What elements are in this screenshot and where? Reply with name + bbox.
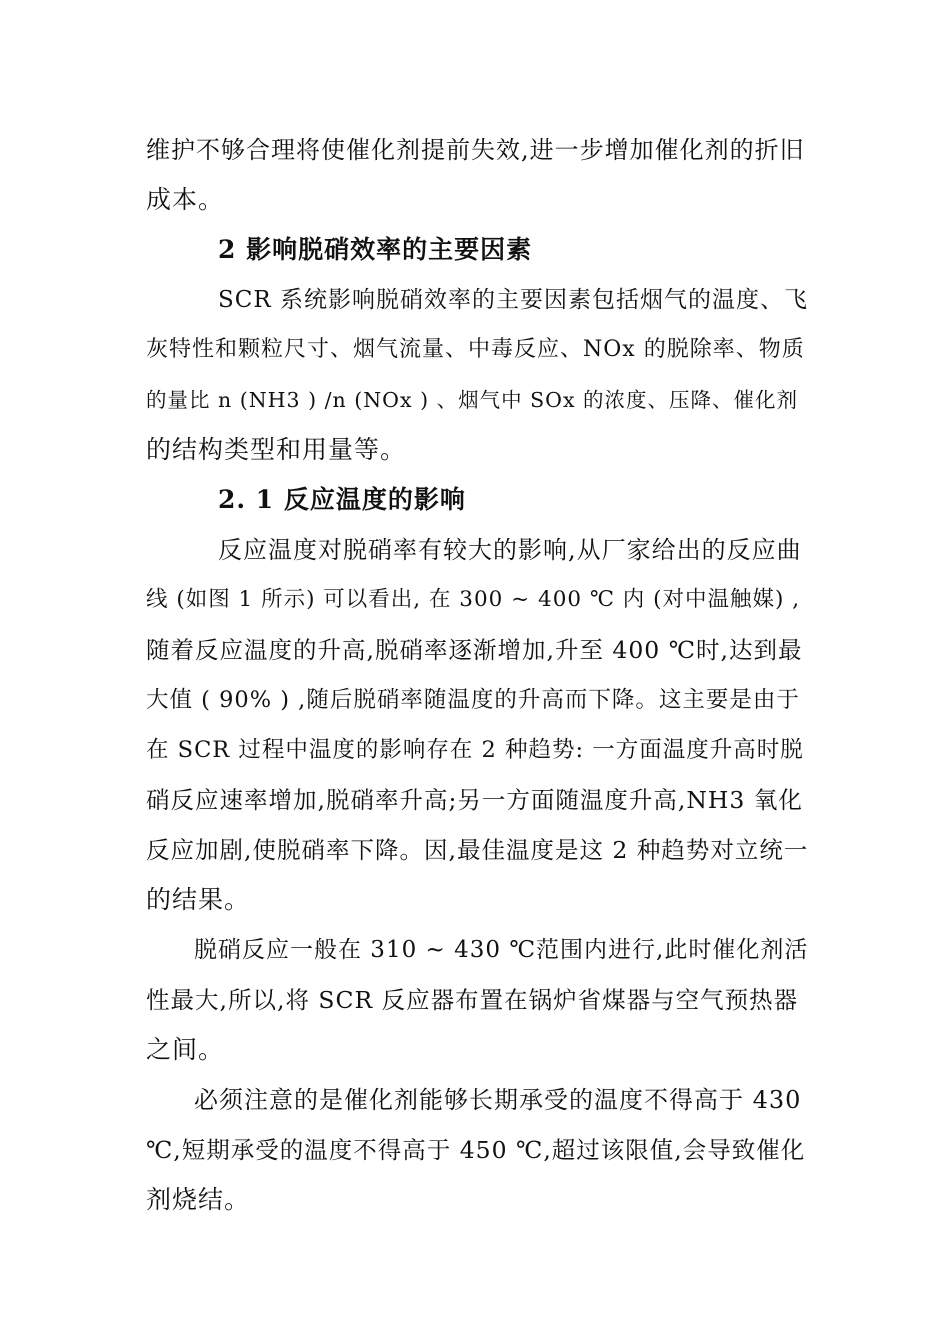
paragraph-line: 必须注意的是催化剂能够长期承受的温度不得高于 430 [194, 1086, 802, 1114]
paragraph-line: 随着反应温度的升高,脱硝率逐渐增加,升至 400 ℃时,达到最 [146, 636, 803, 664]
paragraph-line: ℃,短期承受的温度不得高于 450 ℃,超过该限值,会导致催化 [146, 1136, 806, 1164]
paragraph-line: 在 SCR 过程中温度的影响存在 2 种趋势: 一方面温度升高时脱 [146, 737, 804, 763]
paragraph-line: 灰特性和颗粒尺寸、烟气流量、中毒反应、NOx 的脱除率、物质 [146, 337, 805, 362]
paragraph-line: 硝反应速率增加,脱硝率升高;另一方面随温度升高,NH3 氧化 [146, 786, 803, 814]
subsection-heading: 2. 1 反应温度的影响 [218, 485, 466, 514]
paragraph-line: 性最大,所以,将 SCR 反应器布置在锅炉省煤器与空气预热器 [146, 986, 799, 1014]
paragraph-line: SCR 系统影响脱硝效率的主要因素包括烟气的温度、飞 [218, 287, 808, 313]
paragraph-line: 维护不够合理将使催化剂提前失效,进一步增加催化剂的折旧 [146, 136, 805, 164]
paragraph-line: 反应温度对脱硝率有较大的影响,从厂家给出的反应曲 [218, 536, 802, 564]
paragraph-line: 反应加剧,使脱硝率下降。因,最佳温度是这 2 种趋势对立统一 [146, 836, 809, 864]
paragraph-line: 大值 ( 90% ) ,随后脱硝率随温度的升高而下降。这主要是由于 [146, 687, 800, 713]
paragraph-line: 的量比 n (NH3 ) /n (NOx ) 、烟气中 SOx 的浓度、压降、催化剂 [146, 388, 799, 412]
paragraph-line: 成本。 [146, 185, 225, 214]
paragraph-line: 线 (如图 1 所示) 可以看出, 在 300 ~ 400 ℃ 内 (对中温触媒) , [146, 587, 801, 612]
paragraph-line: 脱硝反应一般在 310 ~ 430 ℃范围内进行,此时催化剂活 [194, 937, 809, 963]
paragraph-line: 之间。 [146, 1035, 225, 1064]
paragraph-line: 的结果。 [146, 885, 251, 914]
section-heading: 2 影响脱硝效率的主要因素 [218, 235, 533, 264]
paragraph-line: 的结构类型和用量等。 [146, 435, 407, 464]
paragraph-line: 剂烧结。 [146, 1185, 251, 1214]
